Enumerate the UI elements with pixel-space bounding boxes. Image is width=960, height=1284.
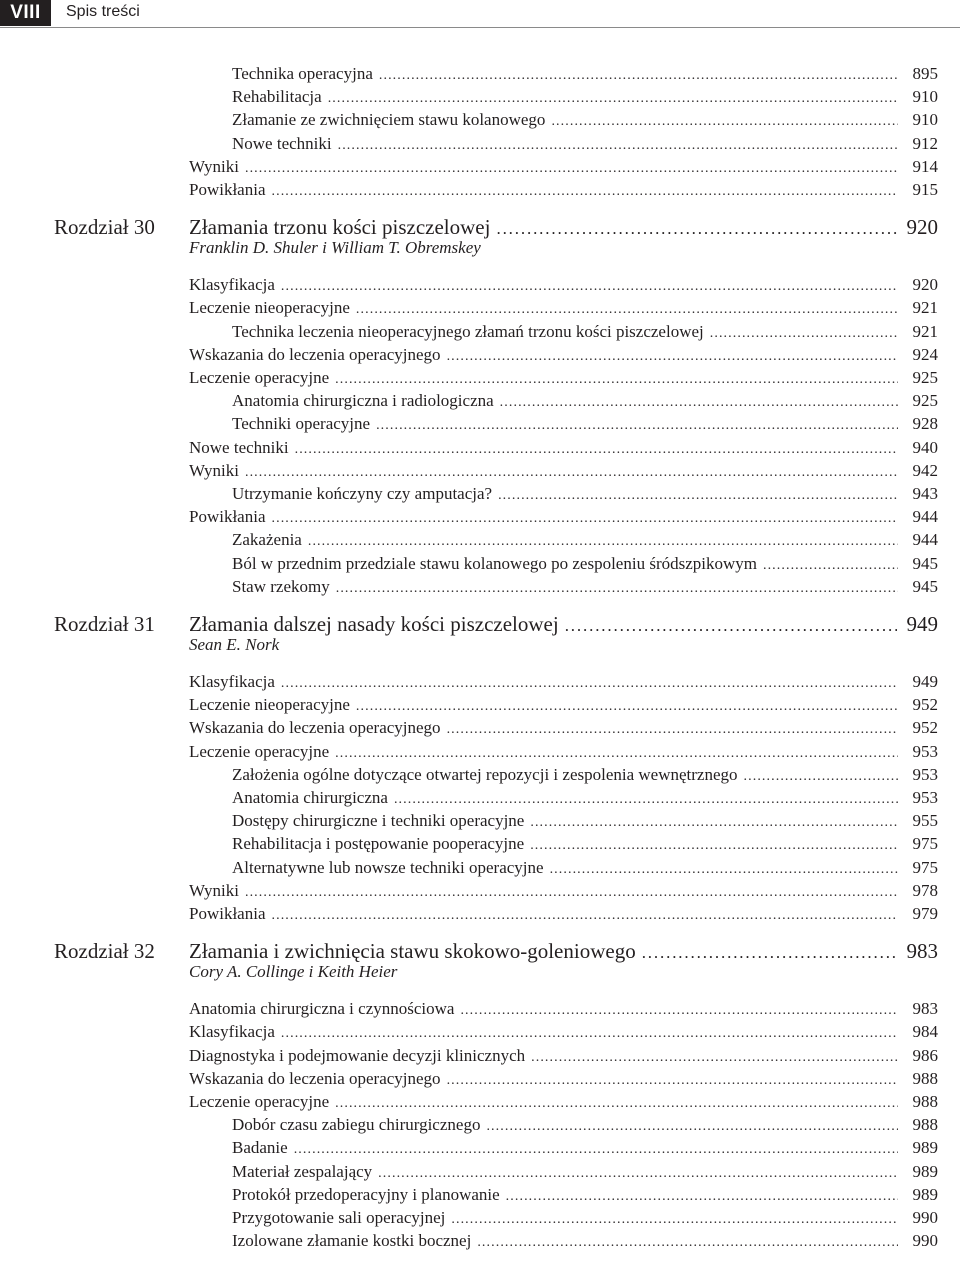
entry-title: Anatomia chirurgiczna i czynnościowa (189, 999, 455, 1018)
dot-leader (544, 858, 898, 881)
entry-title: Leczenie operacyjne (189, 368, 330, 387)
entry-title: Rehabilitacja (232, 87, 322, 106)
dot-leader (480, 1115, 898, 1138)
entry-title: Diagnostyka i podejmowanie decyzji klinicznych (189, 1046, 526, 1065)
entry-title: Wskazania do leczenia operacyjnego (189, 345, 441, 364)
entry-title: Zakażenia (232, 530, 302, 549)
toc-entry[interactable] (232, 552, 938, 575)
entry-page-number: 928 (912, 414, 938, 433)
entry-page-number: 975 (912, 858, 938, 877)
dot-leader (329, 742, 898, 765)
toc-entry[interactable] (232, 1136, 938, 1159)
dot-leader (266, 904, 899, 927)
entry-page-number: 940 (912, 438, 938, 457)
entry-page-number: 943 (912, 484, 938, 503)
entry-page-number: 953 (912, 765, 938, 784)
entry-title: Anatomia chirurgiczna i radiologiczna (232, 391, 494, 410)
dot-leader (388, 788, 898, 811)
toc-entry[interactable] (189, 740, 938, 763)
entry-title: Dobór czasu zabiegu chirurgicznego (232, 1115, 481, 1134)
chapter-page-number: 983 (906, 939, 938, 964)
entry-title: Klasyfikacja (189, 1022, 275, 1041)
dot-leader (441, 718, 898, 741)
entry-page-number: 955 (912, 811, 938, 830)
toc-entry[interactable] (232, 62, 938, 85)
dot-leader (372, 1162, 898, 1185)
toc-entry[interactable] (232, 1160, 938, 1183)
entry-page-number: 915 (912, 180, 938, 199)
entry-page-number: 990 (912, 1208, 938, 1227)
entry-title: Leczenie nieoperacyjne (189, 695, 350, 714)
entry-page-number: 921 (912, 322, 938, 341)
dot-leader (494, 391, 898, 414)
chapter-heading[interactable] (54, 214, 938, 240)
dot-leader (492, 484, 898, 507)
toc-entry[interactable] (232, 1229, 938, 1252)
entry-page-number: 953 (912, 742, 938, 761)
dot-leader (350, 298, 898, 321)
entry-page-number: 988 (912, 1115, 938, 1134)
chapter-authors: Sean E. Nork (189, 635, 280, 654)
dot-leader (500, 1185, 898, 1208)
entry-title: Leczenie operacyjne (189, 742, 330, 761)
dot-leader (525, 1046, 898, 1069)
entry-title: Złamanie ze zwichnięciem stawu kolanowego (232, 110, 546, 129)
chapter-number: Rozdział 32 (54, 939, 155, 964)
dot-leader (329, 1092, 898, 1115)
dot-leader (370, 414, 898, 437)
toc-entry[interactable] (232, 856, 938, 879)
toc-entry[interactable] (189, 1067, 938, 1090)
dot-leader (302, 530, 898, 553)
toc-entry[interactable] (189, 670, 938, 693)
dot-leader (266, 180, 899, 203)
entry-page-number: 989 (912, 1138, 938, 1157)
entry-title: Wskazania do leczenia operacyjnego (189, 718, 441, 737)
entry-page-number: 945 (912, 554, 938, 573)
chapter-authors: Cory A. Collinge i Keith Heier (189, 962, 398, 982)
dot-leader (636, 940, 897, 966)
toc-entry[interactable] (189, 366, 938, 389)
entry-title: Anatomia chirurgiczna (232, 788, 388, 807)
dot-leader (757, 554, 898, 577)
entry-title: Izolowane złamanie kostki bocznej (232, 1231, 472, 1250)
entry-title: Powikłania (189, 904, 266, 923)
chapter-heading[interactable] (54, 938, 938, 964)
toc-entry[interactable] (189, 459, 938, 482)
toc-entry[interactable] (232, 108, 938, 131)
toc-entry[interactable] (232, 85, 938, 108)
chapter-authors: Franklin D. Shuler i William T. Obremskey (189, 238, 481, 258)
page-number: VIII (0, 0, 51, 26)
dot-leader (275, 1022, 898, 1045)
entry-title: Rehabilitacja i postępowanie pooperacyjne (232, 834, 525, 853)
toc-entry[interactable] (232, 412, 938, 435)
dot-leader (329, 368, 898, 391)
entry-page-number: 988 (912, 1092, 938, 1111)
entry-page-number: 895 (912, 64, 938, 83)
toc-entry[interactable] (232, 482, 938, 505)
toc-entry[interactable] (189, 879, 938, 902)
dot-leader (266, 507, 899, 530)
entry-page-number: 952 (912, 718, 938, 737)
entry-title: Powikłania (189, 507, 266, 526)
entry-title: Alternatywne lub nowsze techniki operacyjne (232, 858, 544, 877)
entry-page-number: 924 (912, 345, 938, 364)
toc-entry[interactable] (189, 902, 938, 925)
dot-leader (441, 345, 898, 368)
dot-leader (490, 216, 896, 242)
toc-entry[interactable] (232, 1113, 938, 1136)
entry-page-number: 978 (912, 881, 938, 900)
entry-title: Wyniki (189, 157, 239, 176)
entry-page-number: 912 (912, 134, 938, 153)
dot-leader (524, 811, 898, 834)
entry-page-number: 952 (912, 695, 938, 714)
chapter-page-number: 949 (906, 612, 938, 636)
entry-page-number: 986 (912, 1046, 938, 1065)
entry-title: Klasyfikacja (189, 672, 275, 691)
dot-leader (275, 672, 898, 695)
dot-leader (545, 110, 898, 133)
chapter-title: Złamania dalszej nasady kości piszczelowej (189, 612, 559, 636)
toc-entry[interactable] (232, 1206, 938, 1229)
entry-page-number: 942 (912, 461, 938, 480)
dot-leader (350, 695, 898, 718)
toc-entry[interactable] (189, 1090, 938, 1113)
dot-leader (471, 1231, 898, 1254)
entry-page-number: 910 (912, 110, 938, 129)
entry-title: Przygotowanie sali operacyjnej (232, 1208, 446, 1227)
chapter-page-number: 920 (906, 215, 938, 240)
dot-leader (445, 1208, 898, 1231)
entry-page-number: 914 (912, 157, 938, 176)
toc-entry[interactable] (189, 693, 938, 716)
toc-entry[interactable] (232, 528, 938, 551)
dot-leader (332, 134, 898, 157)
entry-page-number: 925 (912, 368, 938, 387)
running-title: Spis treści (66, 3, 140, 20)
entry-title: Ból w przednim przedziale stawu kolanowego po zespoleniu śródszpikowym (232, 554, 757, 573)
entry-page-number: 975 (912, 834, 938, 853)
entry-page-number: 990 (912, 1231, 938, 1250)
entry-title: Badanie (232, 1138, 288, 1157)
entry-title: Techniki operacyjne (232, 414, 371, 433)
chapter-number: Rozdział 31 (54, 612, 155, 636)
entry-title: Leczenie operacyjne (189, 1092, 330, 1111)
entry-page-number: 988 (912, 1069, 938, 1088)
toc-entry[interactable] (189, 178, 938, 201)
dot-leader (524, 834, 898, 857)
entry-title: Leczenie nieoperacyjne (189, 298, 350, 317)
entry-page-number: 984 (912, 1022, 938, 1041)
entry-title: Nowe techniki (232, 134, 332, 153)
dot-leader (373, 64, 898, 87)
toc-entry[interactable] (189, 505, 938, 528)
entry-page-number: 989 (912, 1185, 938, 1204)
dot-leader (559, 613, 897, 639)
dot-leader (275, 275, 898, 298)
dot-leader (454, 999, 898, 1022)
toc-entry[interactable] (189, 1044, 938, 1067)
toc-entry[interactable] (232, 575, 938, 598)
toc-entry[interactable] (189, 716, 938, 739)
entry-page-number: 949 (912, 672, 938, 691)
entry-title: Klasyfikacja (189, 275, 275, 294)
entry-page-number: 953 (912, 788, 938, 807)
entry-title: Technika leczenia nieoperacyjnego złamań trzonu kości piszczelowej (232, 322, 704, 341)
toc-entry[interactable] (189, 436, 938, 459)
entry-title: Technika operacyjna (232, 64, 373, 83)
dot-leader (704, 322, 898, 345)
toc-entry[interactable] (189, 296, 938, 319)
entry-page-number: 910 (912, 87, 938, 106)
toc-entry[interactable] (189, 273, 938, 296)
toc-entry[interactable] (189, 997, 938, 1020)
dot-leader (330, 577, 898, 600)
chapter-title: Złamania trzonu kości piszczelowej (189, 215, 491, 240)
toc-entry[interactable] (189, 343, 938, 366)
toc-entry[interactable] (232, 132, 938, 155)
entry-page-number: 945 (912, 577, 938, 596)
entry-title: Założenia ogólne dotyczące otwartej repozycji i zespolenia wewnętrznego (232, 765, 738, 784)
entry-title: Powikłania (189, 180, 266, 199)
chapter-heading[interactable] (54, 611, 938, 637)
entry-title: Materiał zespalający (232, 1162, 373, 1181)
entry-page-number: 921 (912, 298, 938, 317)
entry-page-number: 983 (912, 999, 938, 1018)
toc-entry[interactable] (232, 809, 938, 832)
dot-leader (738, 765, 898, 788)
dot-leader (239, 157, 898, 180)
toc-entry[interactable] (232, 320, 938, 343)
dot-leader (441, 1069, 898, 1092)
entry-title: Dostępy chirurgiczne i techniki operacyjne (232, 811, 525, 830)
entry-title: Wyniki (189, 881, 239, 900)
entry-title: Nowe techniki (189, 438, 289, 457)
chapter-number: Rozdział 30 (54, 215, 155, 240)
entry-page-number: 944 (912, 530, 938, 549)
entry-page-number: 979 (912, 904, 938, 923)
entry-page-number: 989 (912, 1162, 938, 1181)
entry-page-number: 920 (912, 275, 938, 294)
toc-entry[interactable] (189, 155, 938, 178)
entry-page-number: 925 (912, 391, 938, 410)
entry-title: Staw rzekomy (232, 577, 330, 596)
entry-page-number: 944 (912, 507, 938, 526)
dot-leader (289, 438, 898, 461)
dot-leader (239, 881, 898, 904)
entry-title: Utrzymanie kończyny czy amputacja? (232, 484, 493, 503)
toc-entry[interactable] (232, 786, 938, 809)
toc-entry[interactable] (189, 1020, 938, 1043)
toc-entry[interactable] (232, 832, 938, 855)
dot-leader (239, 461, 898, 484)
entry-title: Wyniki (189, 461, 239, 480)
toc-entry[interactable] (232, 1183, 938, 1206)
toc-entry[interactable] (232, 763, 938, 786)
chapter-title: Złamania i zwichnięcia stawu skokowo-goleniowego (189, 939, 636, 964)
dot-leader (288, 1138, 898, 1161)
toc-entry[interactable] (232, 389, 938, 412)
dot-leader (322, 87, 898, 110)
entry-title: Protokół przedoperacyjny i planowanie (232, 1185, 500, 1204)
entry-title: Wskazania do leczenia operacyjnego (189, 1069, 441, 1088)
